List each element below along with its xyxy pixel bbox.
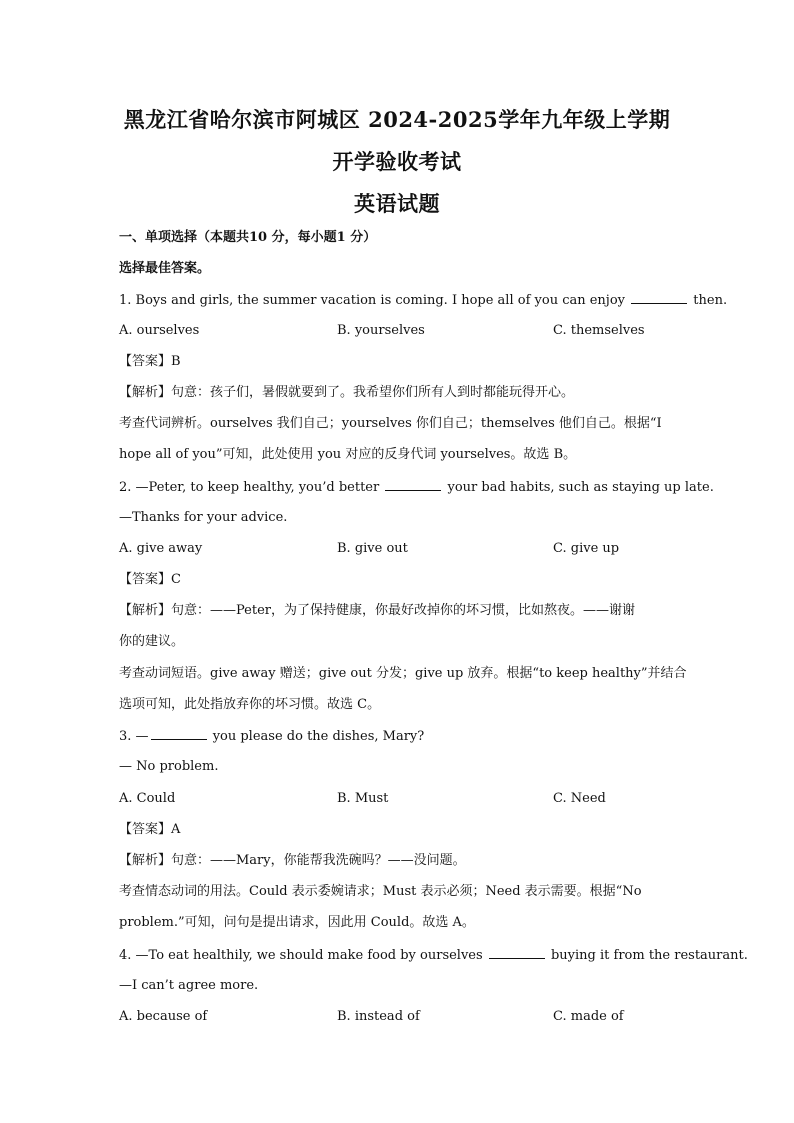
question-stem-text: 3. — bbox=[119, 729, 149, 744]
option-a: A. because of bbox=[119, 1009, 208, 1024]
analysis-line: 【解析】句意：——Mary，你能帮我洗碗吗？——没问题。 bbox=[119, 853, 466, 868]
option-c: C. give up bbox=[553, 541, 620, 556]
analysis-line: 考查情态动词的用法。Could 表示委婉请求；Must 表示必须；Need 表示需要。根据“No bbox=[119, 884, 642, 899]
option-c: C. themselves bbox=[553, 323, 645, 338]
section-instruction: 选择最佳答案。 bbox=[119, 261, 211, 276]
analysis-line: 你的建议。 bbox=[119, 634, 185, 649]
question-3-stem bbox=[119, 727, 424, 746]
option-b: B. Must bbox=[337, 791, 389, 806]
option-c: C. made of bbox=[553, 1009, 624, 1024]
answer-label: 【答案】B bbox=[119, 354, 181, 369]
option-c: C. Need bbox=[553, 791, 606, 806]
answer-blank bbox=[385, 478, 441, 491]
dialogue-reply: —Thanks for your advice. bbox=[119, 510, 288, 525]
title-line-3: 英语试题 bbox=[354, 191, 440, 216]
question-1-stem bbox=[119, 291, 727, 310]
title-line-1: 黑龙江省哈尔滨市阿城区 2024-2025学年九年级上学期 bbox=[123, 107, 671, 132]
question-stem-text: buying it from the restaurant. bbox=[550, 948, 748, 963]
answer-label: 【答案】A bbox=[119, 822, 181, 837]
analysis-line: 考查代词辨析。ourselves 我们自己；yourselves 你们自己；themselves 他们自己。根据“I bbox=[119, 416, 662, 431]
section-heading: 一、单项选择（本题共10 分，每小题1 分） bbox=[119, 230, 377, 245]
question-stem-text: 4. —To eat healthily, we should make food by ourselves bbox=[119, 948, 483, 963]
analysis-line: 考查动词短语。give away 赠送；give out 分发；give up 放弃。根据“to keep healthy”并结合 bbox=[119, 666, 687, 681]
dialogue-reply: —I can’t agree more. bbox=[119, 978, 259, 993]
option-a: A. give away bbox=[119, 541, 203, 556]
question-stem-text: 2. —Peter, to keep healthy, you’d better bbox=[119, 480, 380, 495]
question-2-stem bbox=[119, 478, 714, 497]
answer-blank bbox=[631, 291, 687, 304]
option-b: B. give out bbox=[337, 541, 408, 556]
option-b: B. instead of bbox=[337, 1009, 420, 1024]
question-stem-text: your bad habits, such as staying up late. bbox=[447, 480, 714, 495]
question-stem-text: then. bbox=[693, 293, 728, 308]
analysis-line: hope all of you”可知，此处使用 you 对应的反身代词 yourselves。故选 B。 bbox=[119, 447, 577, 462]
analysis-line: 【解析】句意：——Peter，为了保持健康，你最好改掉你的坏习惯，比如熬夜。——谢谢 bbox=[119, 603, 635, 618]
option-a: A. ourselves bbox=[119, 323, 200, 338]
analysis-line: 选项可知，此处指放弃你的坏习惯。故选 C。 bbox=[119, 697, 381, 712]
question-4-stem bbox=[119, 946, 748, 965]
dialogue-reply: — No problem. bbox=[119, 759, 219, 774]
title-line-2: 开学验收考试 bbox=[332, 149, 462, 174]
analysis-line: 【解析】句意：孩子们，暑假就要到了。我希望你们所有人到时都能玩得开心。 bbox=[119, 385, 575, 400]
question-stem-text: 1. Boys and girls, the summer vacation is coming. I hope all of you can enjoy bbox=[119, 293, 626, 308]
answer-blank bbox=[489, 946, 545, 959]
option-a: A. Could bbox=[119, 791, 176, 806]
question-stem-text: you please do the dishes, Mary? bbox=[212, 729, 425, 744]
analysis-line: problem.”可知，问句是提出请求，因此用 Could。故选 A。 bbox=[119, 915, 475, 930]
answer-label: 【答案】C bbox=[119, 572, 181, 587]
option-b: B. yourselves bbox=[337, 323, 425, 338]
answer-blank bbox=[151, 727, 207, 740]
